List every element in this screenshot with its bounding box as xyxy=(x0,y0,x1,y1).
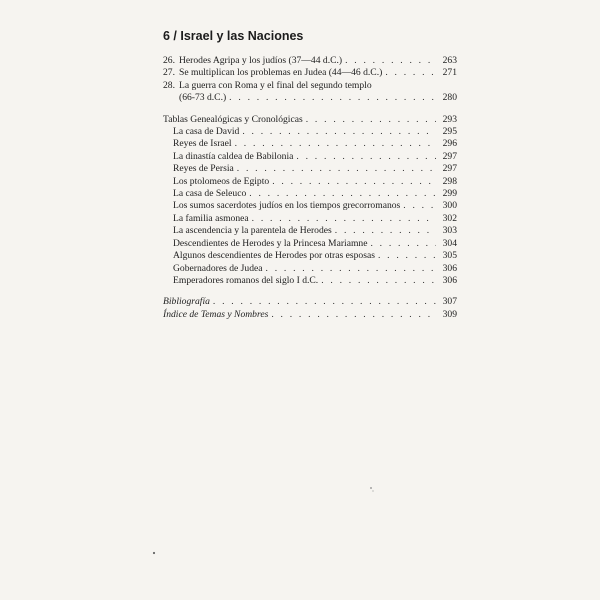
toc-subentry: Emperadores romanos del siglo I d.C. . . . 306 xyxy=(163,275,457,287)
toc-subentry: La casa de David . . . 295 xyxy=(163,126,457,138)
page-number: 295 xyxy=(442,126,457,138)
page-number: 304 xyxy=(442,237,457,249)
page-number: 298 xyxy=(442,175,457,187)
toc-subentry: La familia asmonea . . . 302 xyxy=(163,213,457,225)
page-number: 306 xyxy=(442,274,457,286)
page-number: 302 xyxy=(442,212,457,224)
page-number: 305 xyxy=(442,250,457,262)
page-number: 309 xyxy=(442,308,457,320)
page-number: 307 xyxy=(442,296,457,308)
page-number: 297 xyxy=(442,150,457,162)
toc-subentry: Algunos descendientes de Herodes por otras esposas . . . 305 xyxy=(163,250,457,262)
toc-subentry: Los ptolomeos de Egipto . . . 298 xyxy=(163,176,457,188)
toc-subentry: Gobernadores de Judea . . . 306 xyxy=(163,263,457,275)
section-title: Tablas Genealógicas y Cronológicas xyxy=(163,113,303,125)
page-number: 299 xyxy=(442,188,457,200)
section-title: Índice de Temas y Nombres xyxy=(163,308,269,320)
running-header: 6 / Israel y las Naciones xyxy=(163,29,304,43)
page-number: 293 xyxy=(442,113,457,125)
chapter-title: La guerra con Roma y el final del segundo templo xyxy=(179,79,372,91)
toc-subentry: Reyes de Israel . . . 296 xyxy=(163,138,457,150)
page-number: 297 xyxy=(442,163,457,175)
page-number: 280 xyxy=(442,92,457,104)
toc-subentry: La dinastía caldea de Babilonia . . . 297 xyxy=(163,151,457,163)
chapter-title: Herodes Agripa y los judíos (37—44 d.C.) xyxy=(179,55,343,66)
page-number: 300 xyxy=(442,200,457,212)
section-title: Bibliografía xyxy=(163,296,210,308)
chapter-number: 27. xyxy=(163,67,175,79)
page-number: 271 xyxy=(442,67,457,79)
page-number: 303 xyxy=(442,225,457,237)
chapter-number: 28. xyxy=(163,79,175,91)
chapter-number: 26. xyxy=(163,55,175,66)
page-number: 296 xyxy=(442,138,457,150)
chapter-title: Se multiplican los problemas en Judea (44—46 d.C.) xyxy=(179,67,383,79)
chapter-title-continuation: (66-73 d.C.) xyxy=(179,92,227,104)
toc-subentry: La ascendencia y la parentela de Herodes . . . 303 xyxy=(163,225,457,237)
toc-subentry: Reyes de Persia . . . 297 xyxy=(163,163,457,175)
page-number: 306 xyxy=(442,262,457,274)
toc-subentry: Descendientes de Herodes y la Princesa Mariamne . . . 304 xyxy=(163,238,457,250)
toc-subentry: Los sumos sacerdotes judíos en los tiempos grecorromanos . . . 300 xyxy=(163,200,457,212)
page-number: 263 xyxy=(442,55,457,66)
toc-subentry: La casa de Seleuco . . . 299 xyxy=(163,188,457,200)
